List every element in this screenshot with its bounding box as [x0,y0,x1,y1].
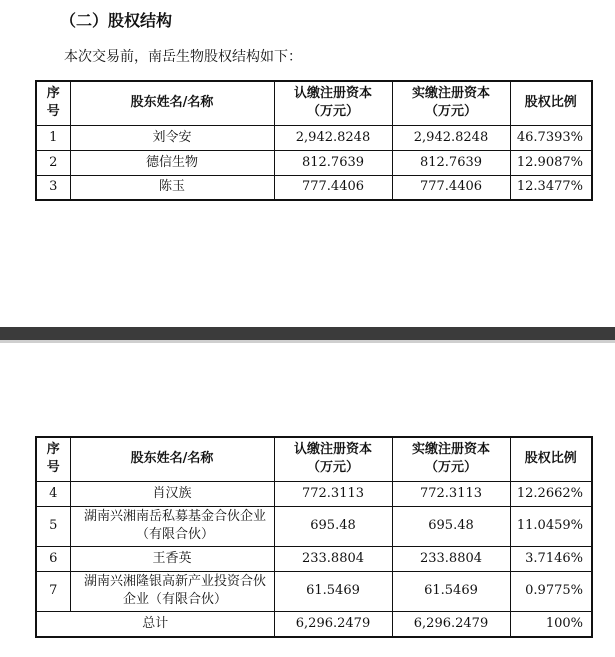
cell-seq: 6 [36,546,70,571]
total-subscribed: 6,296.2479 [274,611,392,637]
table-row [36,546,592,571]
header-subscribed: 认缴注册资本 （万元） [274,81,392,125]
header-name: 股东姓名/名称 [70,81,274,125]
cell-subscribed: 233.8804 [274,546,392,571]
cell-ratio: 0.9775% [510,571,592,611]
table-row [36,175,592,200]
cell-subscribed: 2,942.8248 [274,125,392,150]
cell-ratio: 12.9087% [510,150,592,175]
table-row [36,150,592,175]
intro-paragraph: 本次交易前，南岳生物股权结构如下： [64,49,302,65]
cell-subscribed: 777.4406 [274,175,392,200]
cell-seq: 7 [36,571,70,611]
equity-table-part1 [35,80,593,201]
table-row [36,506,592,546]
cell-paid: 61.5469 [392,571,510,611]
table-header-row [36,437,592,481]
equity-table-part2 [35,436,593,638]
total-label: 总计 [36,611,274,637]
total-row [36,611,592,637]
cell-paid: 777.4406 [392,175,510,200]
cell-name: 肖汉族 [70,481,274,506]
header-name: 股东姓名/名称 [70,437,274,481]
cell-paid: 2,942.8248 [392,125,510,150]
cell-paid: 812.7639 [392,150,510,175]
cell-paid: 695.48 [392,506,510,546]
cell-name: 刘令安 [70,125,274,150]
cell-ratio: 12.3477% [510,175,592,200]
cell-name: 王香英 [70,546,274,571]
section-heading: （二）股权结构 [60,11,173,30]
cell-ratio: 46.7393% [510,125,592,150]
table-row [36,481,592,506]
cell-name: 湖南兴湘南岳私募基金合伙企业（有限合伙） [70,506,274,546]
total-paid: 6,296.2479 [392,611,510,637]
cell-name: 陈玉 [70,175,274,200]
page-separator-shadow [0,340,615,343]
table-row [36,125,592,150]
total-ratio: 100% [510,611,592,637]
cell-seq: 3 [36,175,70,200]
cell-paid: 772.3113 [392,481,510,506]
cell-subscribed: 695.48 [274,506,392,546]
cell-subscribed: 772.3113 [274,481,392,506]
cell-subscribed: 812.7639 [274,150,392,175]
cell-ratio: 3.7146% [510,546,592,571]
page-separator [0,327,615,340]
header-seq: 序 号 [36,81,70,125]
header-ratio: 股权比例 [510,81,592,125]
cell-name: 湖南兴湘隆银高新产业投资合伙企业（有限合伙） [70,571,274,611]
header-ratio: 股权比例 [510,437,592,481]
cell-ratio: 11.0459% [510,506,592,546]
cell-subscribed: 61.5469 [274,571,392,611]
header-subscribed: 认缴注册资本 （万元） [274,437,392,481]
cell-name: 德信生物 [70,150,274,175]
cell-seq: 2 [36,150,70,175]
cell-seq: 4 [36,481,70,506]
table-header-row [36,81,592,125]
header-seq: 序 号 [36,437,70,481]
header-paid: 实缴注册资本 （万元） [392,81,510,125]
cell-ratio: 12.2662% [510,481,592,506]
cell-seq: 5 [36,506,70,546]
header-paid: 实缴注册资本 （万元） [392,437,510,481]
table-row [36,571,592,611]
cell-seq: 1 [36,125,70,150]
cell-paid: 233.8804 [392,546,510,571]
